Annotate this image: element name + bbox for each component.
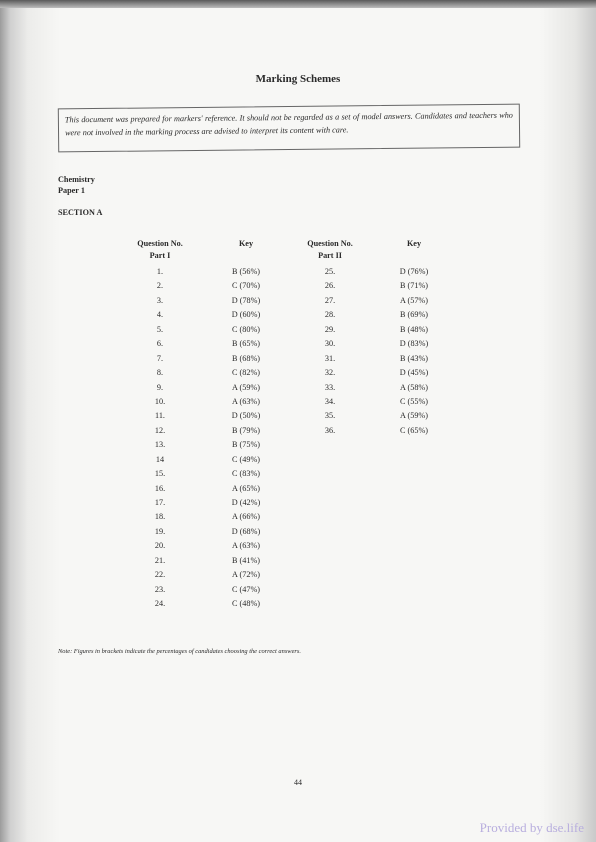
subject-block	[58, 174, 95, 196]
answer-key: C (82%)	[232, 368, 260, 378]
question-number: 20.	[154, 541, 166, 551]
answer-key: C (47%)	[232, 584, 260, 594]
part2-label: Part II	[318, 251, 342, 260]
answer-key: C (83%)	[232, 469, 260, 479]
question-number: 14	[155, 454, 165, 464]
answer-key: C (49%)	[232, 454, 260, 464]
question-number: 27.	[324, 295, 336, 305]
question-number: 22.	[154, 570, 166, 580]
page-title: Marking Schemes	[255, 73, 341, 85]
answer-key: B (79%)	[232, 425, 260, 435]
question-number: 30.	[324, 339, 336, 349]
answer-key: A (63%)	[232, 396, 260, 406]
question-number: 17.	[154, 498, 166, 507]
question-number: 15.	[154, 469, 166, 479]
answer-key: D (45%)	[399, 368, 429, 378]
part1-question-column	[124, 265, 196, 612]
answer-key: B (56%)	[232, 267, 260, 276]
answer-key: D (50%)	[231, 411, 261, 421]
question-no-label: Question No.	[307, 239, 353, 248]
answer-key: A (66%)	[232, 512, 260, 522]
part1-key-header: Key	[238, 239, 254, 248]
question-number: 18.	[154, 512, 166, 522]
question-number: 10.	[154, 396, 166, 406]
answer-key: A (65%)	[232, 483, 260, 493]
question-number: 36.	[324, 425, 336, 435]
answer-key: B (68%)	[232, 353, 260, 363]
question-number: 7.	[156, 353, 164, 363]
question-no-label: Question No.	[137, 239, 183, 248]
answer-key: B (75%)	[232, 440, 260, 450]
answer-key: C (65%)	[400, 425, 428, 435]
answer-key: C (70%)	[232, 281, 260, 291]
question-number: 26.	[324, 281, 336, 291]
question-number: 24.	[154, 599, 166, 609]
answer-key: D (60%)	[231, 310, 261, 320]
disclaimer-box: This document was prepared for markers' reference. It should not be regarded as a set of model answers. Candidates and teachers who were not involved in the marking process are advised to interpret its content with care.	[58, 104, 520, 153]
question-number: 34.	[324, 396, 336, 406]
footnote: Note: Figures in brackets indicate the percentages of candidates choosing the correct answers.	[58, 648, 301, 655]
question-number: 1.	[156, 267, 164, 276]
question-number: 5.	[156, 324, 164, 334]
answer-key: C (55%)	[400, 396, 428, 406]
part2-key-header: Key	[406, 239, 422, 248]
question-number: 25.	[324, 267, 336, 276]
question-number: 6.	[156, 339, 164, 349]
answer-key: D (42%)	[231, 498, 261, 507]
part1-question-header	[118, 238, 202, 262]
question-number: 4.	[156, 310, 164, 320]
question-number: 12.	[154, 425, 166, 435]
answer-key: B (65%)	[232, 339, 260, 349]
question-number: 21.	[154, 555, 166, 565]
subject-name: Chemistry	[58, 175, 95, 184]
page-number: 44	[294, 778, 302, 787]
answer-key: A (63%)	[232, 541, 260, 551]
question-number: 33.	[324, 382, 336, 392]
answer-key: A (57%)	[400, 295, 428, 305]
answer-key: B (43%)	[400, 353, 428, 363]
section-heading: SECTION A	[58, 208, 103, 217]
answer-key: C (48%)	[232, 599, 260, 609]
question-number: 16.	[154, 483, 166, 493]
answer-key: B (48%)	[400, 324, 428, 334]
question-number: 35.	[324, 411, 336, 421]
scan-edge	[0, 0, 596, 8]
watermark: Provided by dse.life	[479, 820, 584, 835]
part1-label: Part I	[149, 251, 171, 260]
answer-key: D (68%)	[231, 526, 261, 536]
answer-key: A (59%)	[232, 382, 260, 392]
question-number: 31.	[324, 353, 336, 363]
answer-key: A (72%)	[232, 570, 260, 580]
question-number: 2.	[156, 281, 164, 291]
answer-key: D (76%)	[399, 267, 429, 276]
paper-name: Paper 1	[58, 186, 85, 195]
question-number: 28.	[324, 310, 336, 320]
answer-key: A (58%)	[400, 382, 428, 392]
answer-key: D (78%)	[231, 295, 261, 305]
answer-key: B (69%)	[400, 310, 428, 320]
answer-key: D (83%)	[399, 339, 429, 349]
question-number: 23.	[154, 584, 166, 594]
question-number: 32.	[324, 368, 336, 378]
question-number: 3.	[156, 295, 164, 305]
answer-key: A (59%)	[400, 411, 428, 421]
part2-key-column	[380, 265, 448, 438]
question-number: 8.	[156, 368, 164, 378]
question-number: 9.	[156, 382, 164, 392]
answer-key: B (71%)	[400, 281, 428, 291]
question-number: 11.	[155, 411, 165, 421]
question-number: 13.	[154, 440, 166, 450]
answer-key: C (80%)	[232, 324, 260, 334]
question-number: 29.	[324, 324, 336, 334]
part2-question-column	[296, 265, 364, 438]
part2-question-header	[292, 238, 368, 262]
question-number: 19.	[154, 526, 166, 536]
part1-key-column	[212, 265, 280, 612]
answer-key: B (41%)	[232, 555, 260, 565]
